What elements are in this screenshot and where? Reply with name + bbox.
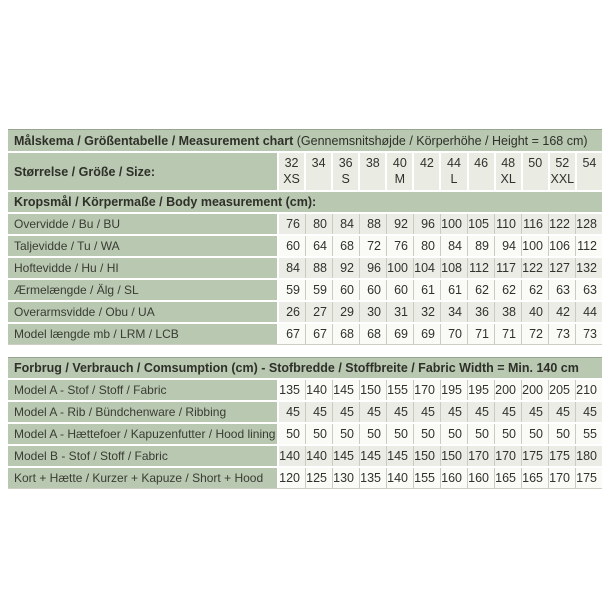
value-cell: 88 xyxy=(305,258,332,278)
row-label: Hoftevidde / Hu / HI xyxy=(8,258,279,278)
value-cell: 55 xyxy=(575,424,602,444)
row-label: Ærmelængde / Älg / SL xyxy=(8,280,279,300)
size-number: 32 xyxy=(284,156,299,170)
value-cell: 200 xyxy=(521,380,548,400)
size-number: 40 xyxy=(392,156,407,170)
value-cell: 150 xyxy=(413,446,440,466)
value-cell: 45 xyxy=(332,402,359,422)
table-row xyxy=(8,256,602,278)
value-cell: 170 xyxy=(548,468,575,488)
value-cell: 155 xyxy=(386,380,413,400)
value-cell: 170 xyxy=(413,380,440,400)
value-cell: 104 xyxy=(413,258,440,278)
table-row xyxy=(8,234,602,256)
value-cell: 127 xyxy=(548,258,575,278)
value-cell: 165 xyxy=(494,468,521,488)
value-cell: 62 xyxy=(494,280,521,300)
value-cell: 76 xyxy=(279,214,305,234)
chart-title: Målskema / Größentabelle / Measurement chart xyxy=(14,134,294,148)
size-column-50 xyxy=(521,153,548,190)
size-column-48 xyxy=(494,153,521,190)
value-cell: 150 xyxy=(440,446,467,466)
value-cell: 200 xyxy=(494,380,521,400)
size-column-32 xyxy=(279,153,304,190)
value-cell: 84 xyxy=(332,214,359,234)
value-cell: 50 xyxy=(279,424,305,444)
value-cell: 80 xyxy=(305,214,332,234)
value-cell: 122 xyxy=(548,214,575,234)
value-cell: 130 xyxy=(332,468,359,488)
value-cell: 45 xyxy=(413,402,440,422)
value-cell: 100 xyxy=(521,236,548,256)
size-column-36 xyxy=(331,153,358,190)
size-letter: XL xyxy=(500,172,516,186)
size-number: 34 xyxy=(311,156,326,170)
value-cell: 31 xyxy=(386,302,413,322)
value-cell: 72 xyxy=(359,236,386,256)
value-cell: 67 xyxy=(305,324,332,344)
value-cell: 69 xyxy=(413,324,440,344)
size-column-54 xyxy=(575,153,602,190)
value-cell: 50 xyxy=(386,424,413,444)
value-cell: 44 xyxy=(575,302,602,322)
size-number: 50 xyxy=(528,156,543,170)
value-cell: 175 xyxy=(575,468,602,488)
value-cell: 105 xyxy=(467,214,494,234)
value-cell: 76 xyxy=(386,236,413,256)
value-cell: 38 xyxy=(494,302,521,322)
value-cell: 160 xyxy=(467,468,494,488)
table-row xyxy=(8,466,602,488)
chart-title-row xyxy=(8,130,602,151)
value-cell: 175 xyxy=(521,446,548,466)
value-cell: 36 xyxy=(467,302,494,322)
size-column-44 xyxy=(439,153,466,190)
section-header-consumption: Forbrug / Verbrauch / Comsumption (cm) - Stofbredde / Stoffbreite / Fabric Width = Min. 140 cm xyxy=(8,358,602,378)
value-cell: 165 xyxy=(521,468,548,488)
size-column-42 xyxy=(412,153,439,190)
table-row xyxy=(8,444,602,466)
value-cell: 170 xyxy=(467,446,494,466)
value-cell: 60 xyxy=(359,280,386,300)
row-label: Model A - Rib / Bündchenware / Ribbing xyxy=(8,402,279,422)
value-cell: 170 xyxy=(494,446,521,466)
value-cell: 140 xyxy=(279,446,305,466)
size-letter: M xyxy=(394,172,406,186)
value-cell: 88 xyxy=(359,214,386,234)
value-cell: 60 xyxy=(386,280,413,300)
size-letter: L xyxy=(450,172,458,186)
size-column-40 xyxy=(385,153,412,190)
value-cell: 92 xyxy=(386,214,413,234)
value-cell: 68 xyxy=(359,324,386,344)
value-cell: 140 xyxy=(305,446,332,466)
value-cell: 125 xyxy=(305,468,332,488)
value-cell: 45 xyxy=(386,402,413,422)
value-cell: 50 xyxy=(359,424,386,444)
value-cell: 73 xyxy=(575,324,602,344)
section-header-body-measurement: Kropsmål / Körpermaße / Body measurement (cm): xyxy=(8,190,602,212)
table-row xyxy=(8,322,602,344)
value-cell: 89 xyxy=(467,236,494,256)
value-cell: 63 xyxy=(575,280,602,300)
value-cell: 106 xyxy=(548,236,575,256)
table-row xyxy=(8,278,602,300)
value-cell: 50 xyxy=(548,424,575,444)
row-label: Kort + Hætte / Kurzer + Kapuze / Short + Hood xyxy=(8,468,279,488)
value-cell: 140 xyxy=(305,380,332,400)
value-cell: 205 xyxy=(548,380,575,400)
row-label: Model B - Stof / Stoff / Fabric xyxy=(8,446,279,466)
value-cell: 50 xyxy=(494,424,521,444)
value-cell: 80 xyxy=(413,236,440,256)
body-measurement-table xyxy=(8,129,602,345)
value-cell: 94 xyxy=(494,236,521,256)
value-cell: 96 xyxy=(359,258,386,278)
size-number: 38 xyxy=(365,156,380,170)
size-row-label: Størrelse / Größe / Size: xyxy=(8,153,279,190)
row-label: Overarmsvidde / Obu / UA xyxy=(8,302,279,322)
row-label: Model længde mb / LRM / LCB xyxy=(8,324,279,344)
table-row xyxy=(8,212,602,234)
value-cell: 45 xyxy=(494,402,521,422)
value-cell: 62 xyxy=(467,280,494,300)
fabric-consumption-table xyxy=(8,357,602,489)
value-cell: 122 xyxy=(521,258,548,278)
value-cell: 29 xyxy=(332,302,359,322)
value-cell: 32 xyxy=(413,302,440,322)
value-cell: 73 xyxy=(548,324,575,344)
size-number: 52 xyxy=(555,156,570,170)
value-cell: 63 xyxy=(548,280,575,300)
size-column-52 xyxy=(548,153,575,190)
value-cell: 68 xyxy=(332,324,359,344)
size-columns xyxy=(279,153,602,190)
table-row xyxy=(8,400,602,422)
value-cell: 160 xyxy=(440,468,467,488)
value-cell: 128 xyxy=(575,214,602,234)
value-cell: 34 xyxy=(440,302,467,322)
measurement-chart xyxy=(8,129,602,489)
value-cell: 145 xyxy=(386,446,413,466)
size-column-38 xyxy=(358,153,385,190)
value-cell: 195 xyxy=(440,380,467,400)
row-label: Overvidde / Bu / BU xyxy=(8,214,279,234)
size-column-46 xyxy=(467,153,494,190)
value-cell: 45 xyxy=(279,402,305,422)
value-cell: 62 xyxy=(521,280,548,300)
size-column-34 xyxy=(304,153,331,190)
value-cell: 60 xyxy=(332,280,359,300)
value-cell: 64 xyxy=(305,236,332,256)
row-label: Model A - Hættefoer / Kapuzenfutter / Hood lining xyxy=(8,424,279,444)
size-number: 46 xyxy=(474,156,489,170)
size-number: 54 xyxy=(582,156,597,170)
size-number: 36 xyxy=(338,156,353,170)
value-cell: 71 xyxy=(467,324,494,344)
value-cell: 30 xyxy=(359,302,386,322)
body-measurement-rows xyxy=(8,212,602,344)
value-cell: 140 xyxy=(386,468,413,488)
value-cell: 175 xyxy=(548,446,575,466)
value-cell: 145 xyxy=(332,446,359,466)
value-cell: 61 xyxy=(440,280,467,300)
value-cell: 110 xyxy=(494,214,521,234)
size-number: 44 xyxy=(447,156,461,170)
value-cell: 195 xyxy=(467,380,494,400)
row-label: Taljevidde / Tu / WA xyxy=(8,236,279,256)
value-cell: 108 xyxy=(440,258,467,278)
value-cell: 112 xyxy=(467,258,494,278)
value-cell: 116 xyxy=(521,214,548,234)
value-cell: 150 xyxy=(359,380,386,400)
value-cell: 100 xyxy=(386,258,413,278)
value-cell: 59 xyxy=(279,280,305,300)
value-cell: 50 xyxy=(305,424,332,444)
value-cell: 117 xyxy=(494,258,521,278)
value-cell: 112 xyxy=(575,236,602,256)
value-cell: 155 xyxy=(413,468,440,488)
chart-title-note: (Gennemsnitshøjde / Körperhöhe / Height = 168 cm) xyxy=(296,134,588,148)
size-number: 42 xyxy=(419,156,434,170)
value-cell: 70 xyxy=(440,324,467,344)
table-row xyxy=(8,300,602,322)
size-letter: XS xyxy=(283,172,300,186)
value-cell: 61 xyxy=(413,280,440,300)
value-cell: 45 xyxy=(305,402,332,422)
value-cell: 45 xyxy=(548,402,575,422)
value-cell: 180 xyxy=(575,446,602,466)
value-cell: 50 xyxy=(467,424,494,444)
value-cell: 68 xyxy=(332,236,359,256)
value-cell: 135 xyxy=(279,380,305,400)
value-cell: 42 xyxy=(548,302,575,322)
value-cell: 45 xyxy=(467,402,494,422)
table-gap xyxy=(8,345,602,357)
size-header-row xyxy=(8,151,602,190)
value-cell: 40 xyxy=(521,302,548,322)
value-cell: 50 xyxy=(413,424,440,444)
value-cell: 59 xyxy=(305,280,332,300)
value-cell: 67 xyxy=(279,324,305,344)
table-row xyxy=(8,378,602,400)
value-cell: 135 xyxy=(359,468,386,488)
value-cell: 100 xyxy=(440,214,467,234)
value-cell: 45 xyxy=(521,402,548,422)
consumption-rows xyxy=(8,378,602,488)
value-cell: 26 xyxy=(279,302,305,322)
value-cell: 120 xyxy=(279,468,305,488)
value-cell: 45 xyxy=(440,402,467,422)
value-cell: 50 xyxy=(332,424,359,444)
value-cell: 45 xyxy=(359,402,386,422)
size-number: 48 xyxy=(501,156,516,170)
value-cell: 72 xyxy=(521,324,548,344)
value-cell: 92 xyxy=(332,258,359,278)
value-cell: 96 xyxy=(413,214,440,234)
value-cell: 60 xyxy=(279,236,305,256)
value-cell: 84 xyxy=(440,236,467,256)
value-cell: 50 xyxy=(521,424,548,444)
value-cell: 145 xyxy=(332,380,359,400)
value-cell: 145 xyxy=(359,446,386,466)
value-cell: 84 xyxy=(279,258,305,278)
size-letter: S xyxy=(341,172,350,186)
value-cell: 50 xyxy=(440,424,467,444)
value-cell: 69 xyxy=(386,324,413,344)
table-row xyxy=(8,422,602,444)
value-cell: 132 xyxy=(575,258,602,278)
value-cell: 45 xyxy=(575,402,602,422)
value-cell: 210 xyxy=(575,380,602,400)
row-label: Model A - Stof / Stoff / Fabric xyxy=(8,380,279,400)
value-cell: 27 xyxy=(305,302,332,322)
size-letter: XXL xyxy=(550,172,575,186)
value-cell: 71 xyxy=(494,324,521,344)
